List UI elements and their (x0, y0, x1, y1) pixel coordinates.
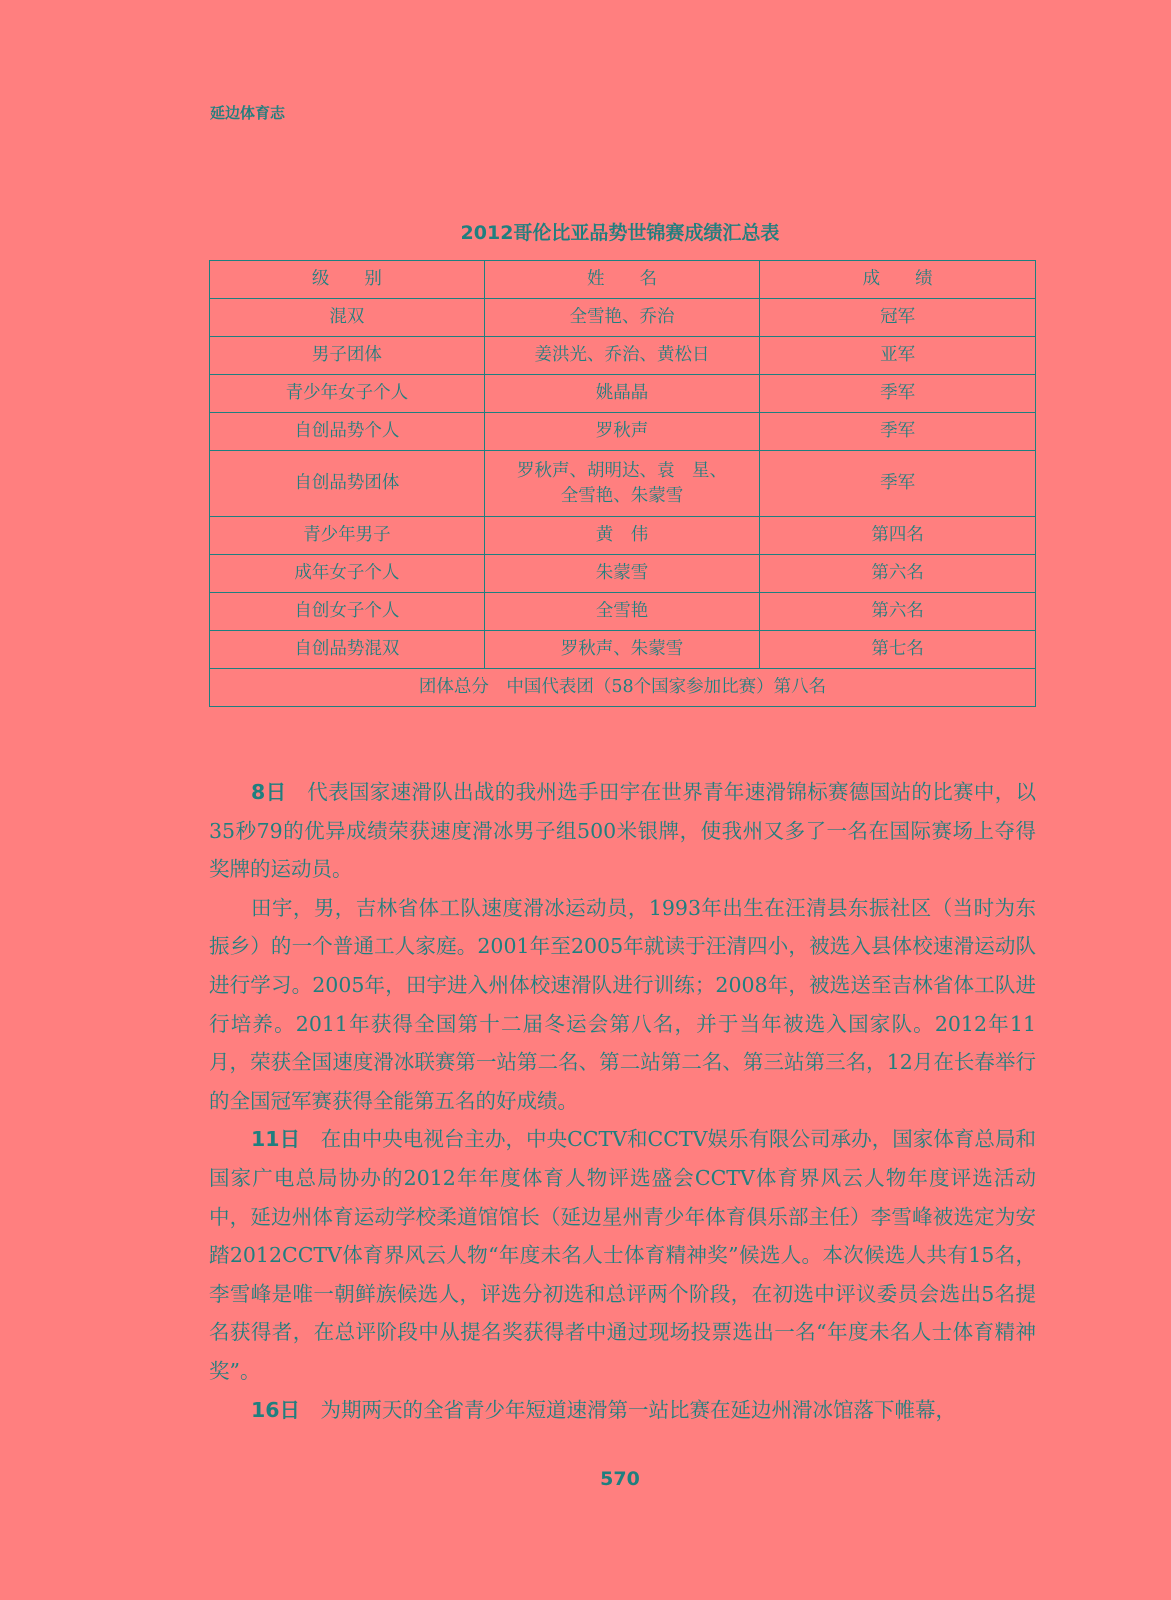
cell-category: 自创品势混双 (210, 631, 485, 669)
cell-name: 黄 伟 (484, 517, 760, 555)
table-header-row (210, 261, 1036, 299)
cell-result: 第六名 (760, 593, 1036, 631)
cell-result: 季军 (760, 375, 1036, 413)
cell-name: 姚晶晶 (484, 375, 760, 413)
table-footer-row (210, 669, 1036, 707)
column-header-name: 姓 名 (484, 261, 760, 299)
paragraph-day: 11日 (251, 1127, 301, 1152)
team-total-cell: 团体总分 中国代表团（58个国家参加比赛）第八名 (210, 669, 1036, 707)
table-row (210, 593, 1036, 631)
table-row (210, 375, 1036, 413)
table-row (210, 299, 1036, 337)
cell-result: 季军 (760, 451, 1036, 517)
paragraph-day: 16日 (251, 1397, 301, 1422)
paragraph (209, 1391, 1036, 1430)
paragraph (209, 1120, 1036, 1390)
cell-category: 男子团体 (210, 337, 485, 375)
cell-category: 青少年男子 (210, 517, 485, 555)
column-header-result: 成 绩 (760, 261, 1036, 299)
paragraph (209, 889, 1036, 1121)
cell-name: 全雪艳、乔治 (484, 299, 760, 337)
paragraph-text: 代表国家速滑队出战的我州选手田宇在世界青年速滑锦标赛德国站的比赛中，以35秒79的优异成绩荣获速度滑冰男子组500米银牌，使我州又多了一名在国际赛场上夺得奖牌的运动员。 (209, 780, 1037, 882)
paragraph-day: 8日 (251, 780, 287, 804)
results-table (209, 260, 1036, 707)
cell-category: 混双 (210, 299, 485, 337)
cell-name (484, 451, 760, 517)
paragraph (209, 773, 1036, 889)
table-row (210, 555, 1036, 593)
column-header-category: 级 别 (210, 261, 485, 299)
table-row (210, 337, 1036, 375)
table-row (210, 631, 1036, 669)
cell-result: 第六名 (760, 555, 1036, 593)
table-row (210, 413, 1036, 451)
paragraph-text: 在由中央电视台主办，中央CCTV和CCTV娱乐有限公司承办，国家体育总局和国家广电总局协办的2012年年度体育人物评选盛会CCTV体育界风云人物年度评选活动中，延边州体育运动学校柔道馆馆长（延边星州青少年体育俱乐部主任）李雪峰被选定为安踏2012CCTV体育界风云人物“年度未名人士体育精神奖”候选人。本次候选人共有15名，李雪峰是唯一朝鲜族候选人，评选分初选和总评两个阶段，在初选中评议委员会选出5名提名获得者，在总评阶段中从提名奖获得者中通过现场投票选出一名“年度未名人士体育精神奖”。 (209, 1127, 1037, 1383)
cell-result: 冠军 (760, 299, 1036, 337)
cell-name-line: 全雪艳、朱蒙雪 (560, 485, 684, 506)
table-title: 2012哥伦比亚品势世锦赛成绩汇总表 (460, 222, 780, 244)
cell-category: 自创品势团体 (210, 451, 485, 517)
page-number: 570 (600, 1468, 640, 1490)
table-row (210, 451, 1036, 517)
cell-result: 季军 (760, 413, 1036, 451)
cell-result: 亚军 (760, 337, 1036, 375)
cell-name: 全雪艳 (484, 593, 760, 631)
cell-name: 罗秋声 (484, 413, 760, 451)
table-row (210, 517, 1036, 555)
running-header: 延边体育志 (210, 104, 286, 122)
cell-category: 自创女子个人 (210, 593, 485, 631)
cell-category: 青少年女子个人 (210, 375, 485, 413)
cell-result: 第七名 (760, 631, 1036, 669)
cell-result: 第四名 (760, 517, 1036, 555)
cell-name: 罗秋声、朱蒙雪 (484, 631, 760, 669)
cell-name: 姜洪光、乔治、黄松日 (484, 337, 760, 375)
cell-category: 自创品势个人 (210, 413, 485, 451)
paragraph-text: 为期两天的全省青少年短道速滑第一站比赛在延边州滑冰馆落下帷幕， (320, 1397, 957, 1422)
cell-name-line: 罗秋声、胡明达、袁 星、 (517, 460, 728, 481)
cell-category: 成年女子个人 (210, 555, 485, 593)
paragraph-text: 田宇，男，吉林省体工队速度滑冰运动员，1993年出生在汪清县东振社区（当时为东振乡）的一个普通工人家庭。2001年至2005年就读于汪清四小，被选入县体校速滑运动队进行学习。2005年，田宇进入州体校速滑队进行训练；2008年，被选送至吉林省体工队进行培养。2011年获得全国第十二届冬运会第八名，并于当年被选入国家队。2012年11月，荣获全国速度滑冰联赛第一站第二名、第二站第二名、第三站第三名，12月在长春举行的全国冠军赛获得全能第五名的好成绩。 (209, 895, 1036, 1113)
cell-name: 朱蒙雪 (484, 555, 760, 593)
body-text (209, 773, 1036, 1429)
